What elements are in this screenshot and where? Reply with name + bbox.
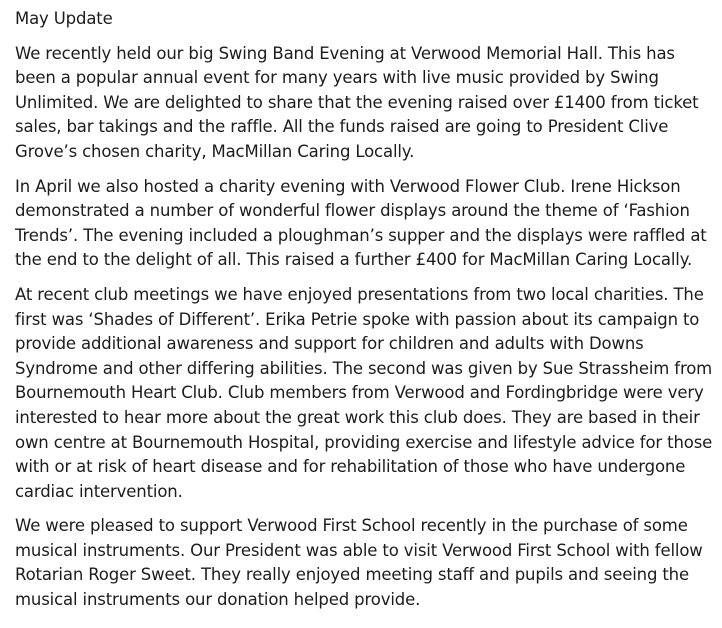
paragraph-swing-band-evening: We recently held our big Swing Band Evening at Verwood Memorial Hall. This has been a popular annual event for many years with live music provided by Swing Unlimited. We are delighted to share that the evening raised over £1400 from ticket sales, bar takings and the raffle. All the funds raised are going to President Clive Grove’s chosen charity, MacMillan Caring Locally. — [15, 43, 699, 161]
document-title: May Update — [15, 9, 113, 28]
paragraph-charity-presentations: At recent club meetings we have enjoyed presentations from two local charities. The first was ‘Shades of Different’. Erika Petrie spoke with passion about its campaign to provide additional awareness and support for children and adults with Downs Syndrome and other differing abilities. The second was given by Sue Strassheim from Bournemouth Heart Club. Club members from Verwood and Fordingbridge were very interested to hear more about the great work this club does. They are based in their own centre at Bournemouth Hospital, providing exercise and lifestyle advice for those with or at risk of heart disease and for rehabilitation of those who have undergone cardiac intervention. — [15, 284, 713, 501]
paragraph-first-school-support: We were pleased to support Verwood First School recently in the purchase of some musical instruments. Our President was able to visit Verwood First School with fellow Rotarian Roger Sweet. They really enjoyed meeting staff and pupils and seeing the musical instruments our donation helped provide. — [15, 516, 703, 610]
paragraph-flower-club-evening: In April we also hosted a charity evening with Verwood Flower Club. Irene Hickson demonstrated a number of wonderful flower displays around the theme of ‘Fashion Trends’. The evening included a ploughman’s supper and the displays were raffled at the end to the delight of all. This raised a further £400 for MacMillan Caring Locally. — [15, 176, 707, 270]
